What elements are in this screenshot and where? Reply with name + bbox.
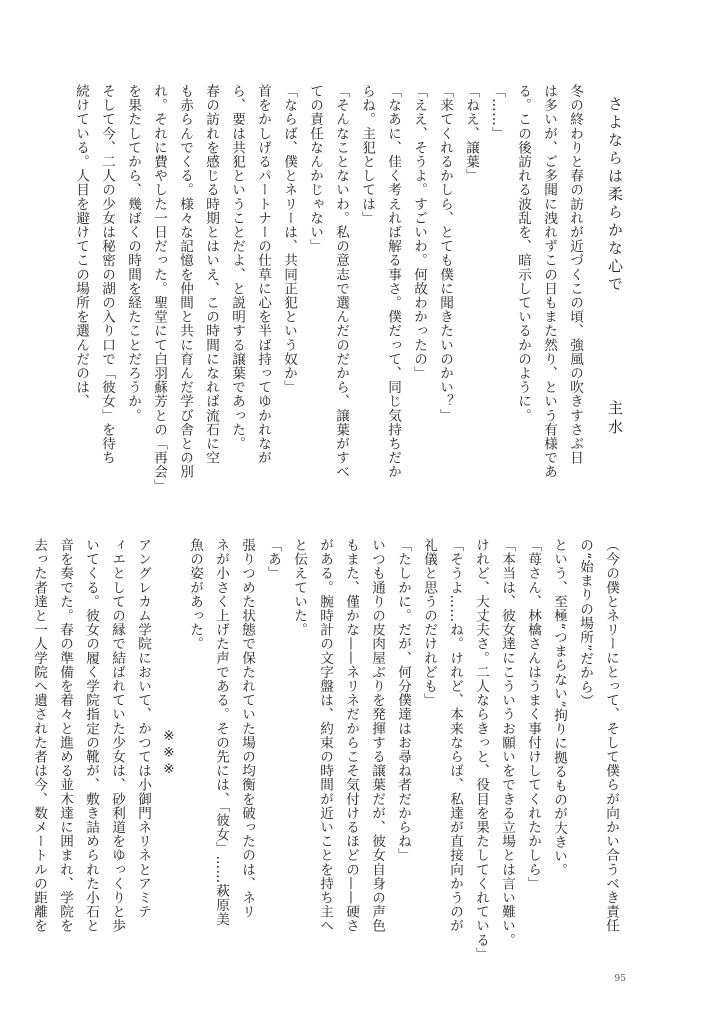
text-line: れ。それに費やした一日だった。聖堂にて白羽蘇芳との「再会」 <box>151 84 167 493</box>
text-line: ネが小さく上げた声である。その先には、「彼女」……萩原美 <box>213 538 229 926</box>
section-separator: ※※※ <box>161 728 177 778</box>
text-line: を果たしてから、幾ばくの時間を経たことだろうか。 <box>125 84 141 423</box>
text-line: 礼儀と思うのだけれども」 <box>421 538 437 708</box>
text-line: 「ええ、そうよ。すごいわ。何故わかったの」 <box>411 84 427 381</box>
text-line: 「たしかに。だが、何分僕達はお尋ね者だからね」 <box>395 538 411 863</box>
text-line: という、至極“つまらない”拘りに拠るものが大きい。 <box>551 538 567 878</box>
text-line: らね。主犯としては」 <box>359 84 375 225</box>
text-line: 「本当は、彼女達にこういうお願いをできる立場とは言い難い。 <box>499 538 515 947</box>
author-name: 主水 <box>606 400 624 438</box>
text-line: 音を奏でた。春の準備を着々と進める並木達に囲まれ、学院を <box>57 538 73 933</box>
text-line: 張りつめた状態で保たれていた場の均衡を破ったのは、ネリ <box>239 538 255 919</box>
text-line: 去った者達と一人学院へ遺された者は今、数メートルの距離を <box>31 538 47 933</box>
text-line: 「そんなことないわ。私の意志で選んだのだから、譲葉がすべ <box>333 84 349 479</box>
text-line: 春の訪れを感じる時期とはいえ、この時間になれば流石に空 <box>203 84 219 465</box>
text-line: 「なあに、佳く考えれば解る事さ。僕だって、同じ気持ちだか <box>385 84 401 479</box>
text-line: も赤らんでくる。様々な記憶を仲間と共に育んだ学び舎との別 <box>177 84 193 479</box>
text-line: アングレカム学院において、かつては小御門ネリネとアミテ <box>135 538 151 919</box>
text-line: いてくる。彼女の履く学院指定の靴が、敷き詰められた小石と <box>83 538 99 933</box>
text-line: 「苺さん、林檎さんはうまく事付けしてくれたかしら」 <box>525 538 541 891</box>
text-line: そして今、二人の少女は秘密の湖の入り口で「彼女」を待ち <box>99 84 115 465</box>
text-line: 魚の姿があった。 <box>187 538 203 651</box>
text-line: 「……」 <box>489 84 505 141</box>
text-line: 「ならば、僕とネリーは、共同正犯という奴か」 <box>281 84 297 395</box>
text-line: 冬の終わりと春の訪れが近づくこの頃、強風の吹きすさぶ日 <box>567 84 583 465</box>
lower-text-block <box>31 538 624 961</box>
story-title: さよならは柔らかな心で <box>606 96 624 294</box>
text-line: ての責任なんかじゃない」 <box>307 84 323 254</box>
text-line: 続けている。人目を避けてこの場所を選んだのは、 <box>73 84 89 409</box>
text-line: （今の僕とネリーにとって、そして僕らが向かい合うべき責任 <box>603 538 619 933</box>
text-line: 「あ」 <box>265 538 281 581</box>
page-number: 95 <box>614 974 626 984</box>
text-line: は多いが、ご多聞に洩れずこの日もまた然り、という有様であ <box>541 84 557 479</box>
text-line: ら、要は共犯ということだよ、と説明する譲葉であった。 <box>229 84 245 451</box>
text-line: もまた、僅かな——ネリネだからこそ気付けるほどの——硬さ <box>343 538 359 933</box>
upper-text-block <box>52 84 588 493</box>
text-line: の“始まりの場所”だから） <box>577 538 593 708</box>
text-line: 「ねえ、譲葉」 <box>463 84 479 183</box>
text-line: と伝えていた。 <box>291 538 307 637</box>
text-line: がある。腕時計の文字盤は、約束の時間が近いことを持ち主へ <box>317 538 333 933</box>
text-line: けれど、大丈夫さ。二人ならきっと、役目を果たしてくれている」 <box>473 538 489 961</box>
text-line: いつも通りの皮肉屋ぶりを発揮する譲葉だが、彼女自身の声色 <box>369 538 385 933</box>
text-line: ィエとしての縁で結ばれていた少女は、砂利道をゆっくりと歩 <box>109 538 125 933</box>
text-line: る。この後訪れる波乱を、暗示しているかのように。 <box>515 84 531 423</box>
text-line: 首をかしげるパートナーの仕草に心を半ば持ってゆかれなが <box>255 84 271 465</box>
text-line: 「そうよ……ね。けれど、本来ならば、私達が直接向かうのが <box>447 538 463 933</box>
text-line: 「来てくれるかしら、とても僕に聞きたいのかい？」 <box>437 84 453 423</box>
